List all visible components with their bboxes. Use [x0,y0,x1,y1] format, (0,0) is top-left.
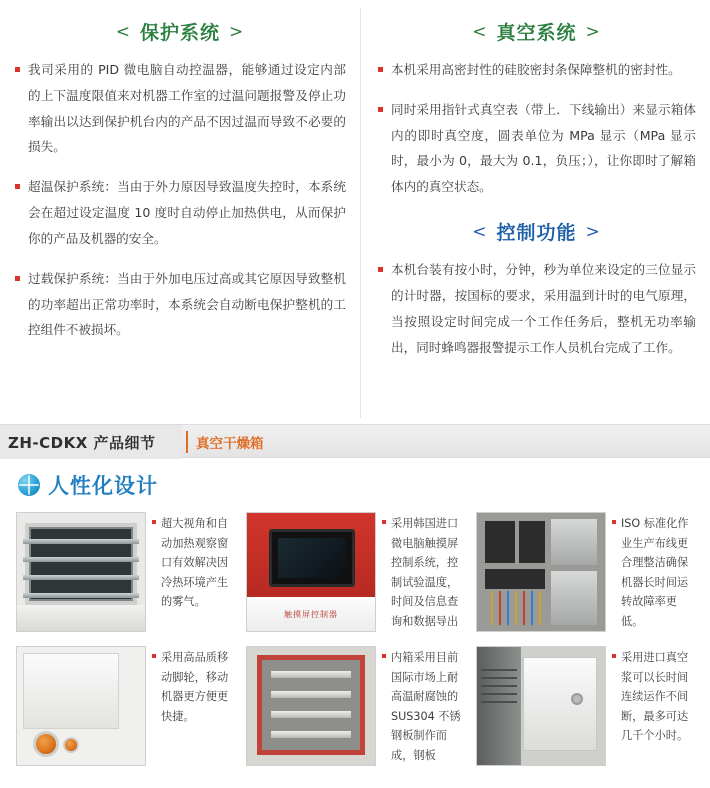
vacuum-section-title [377,18,696,45]
list-item: 本机采用高密封性的硅胶密封条保障整机的密封性。 [377,57,696,83]
photo-caster-wheel [16,646,146,766]
protection-title-text: 保护系统 [139,22,220,44]
bracket-right-icon: > [585,21,601,42]
list-item: 同时采用指针式真空表（带上．下线输出）来显示箱体内的即时真空度，圆表单位为 MPa 显示（MPa 显示时，最小为 0，最大为 0.1，负压；），让你即时了解箱体内的真空状态。 [377,97,696,200]
bracket-left-icon: < [472,221,488,242]
globe-icon [18,474,40,496]
photo-vacuum-pump [476,646,606,766]
protection-bullet-list [14,57,346,343]
product-detail-band [0,424,710,458]
gallery-cell [240,508,470,642]
touch-panel-label: 触摸屏控制器 [284,610,338,619]
gallery-cell [10,642,240,776]
list-item: 本机台装有按小时，分钟，秒为单位来设定的三位显示的计时器，按国标的要求，采用温到计时的电气原理，当按照设定时间完成一个工作任务后，整机无功率输出，同时蜂鸣器报警提示工作人员机台完成了工作。 [377,257,696,360]
control-bullet-list [377,257,696,360]
detail-band-title: ZH-CDKX 产品细节 [0,425,182,459]
gallery-cell [470,508,700,642]
bracket-right-icon: > [585,221,601,242]
humanized-design-heading [0,458,710,508]
gallery-cell [240,642,470,776]
humanized-design-title-text: 人性化设计 [48,474,158,498]
photo-inner-chamber-trays [246,646,376,766]
control-title-text: 控制功能 [496,222,577,245]
gallery-caption: 采用进口真空浆可以长时间连续运作不间断，最多可达几千个小时。 [612,646,694,766]
detail-gallery [0,508,710,776]
protection-column [0,8,360,418]
photo-touch-screen-controller [246,512,376,632]
list-item: 过载保护系统：当由于外加电压过高或其它原因导致整机的功率超出正常功率时，本系统会自动断电保护整机的工控组件不被损坏。 [14,266,346,343]
gallery-caption: 采用韩国进口微电脑触摸屏控制系统，控制试验温度，时间及信息查询和数据导出 [382,512,464,632]
gallery-caption: 内箱采用目前国际市场上耐高温耐腐蚀的 SUS304 不锈钢板制作而成，钢板 [382,646,464,766]
gallery-caption: ISO 标准化作业生产布线更合理整洁确保机器长时间运转故障率更低。 [612,512,694,632]
protection-section-title [14,18,346,45]
vacuum-control-column [360,8,710,418]
band-divider [186,431,188,453]
detail-band-subtitle: 真空干燥箱 [196,436,264,452]
control-section-title [377,218,696,245]
bracket-left-icon: < [472,21,488,42]
gallery-cell [470,642,700,776]
photo-electrical-cabinet [476,512,606,632]
bracket-right-icon: > [229,21,245,42]
gallery-caption: 超大视角和自动加热观察窗口有效解决因冷热环境产生的雾气。 [152,512,234,632]
gallery-caption: 采用高品质移动脚轮，移动机器更方便更快捷。 [152,646,234,766]
list-item: 超温保护系统：当由于外力原因导致温度失控时，本系统会在超过设定温度 10 度时自动停止加热供电，从而保护你的产品及机器的安全。 [14,174,346,251]
photo-observation-window [16,512,146,632]
list-item: 我司采用的 PID 微电脑自动控温器，能够通过设定内部的上下温度限值来对机器工作室的过温问题报警及停止功率输出以达到保护机台内的产品不因过温而导致不必要的损失。 [14,57,346,160]
vacuum-title-text: 真空系统 [496,22,577,44]
gallery-cell [10,508,240,642]
bracket-left-icon: < [115,21,131,42]
vacuum-bullet-list [377,57,696,200]
